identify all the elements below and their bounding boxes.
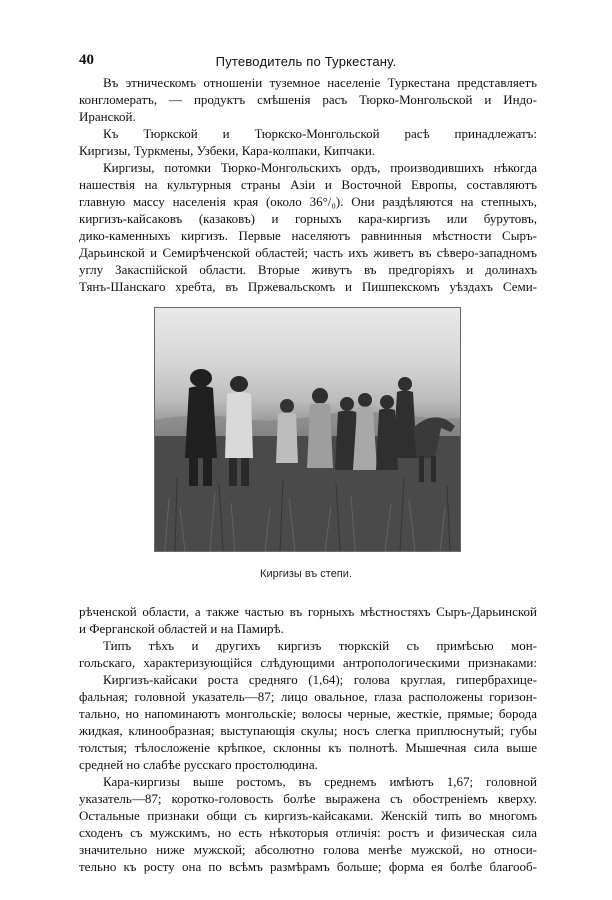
text-line: и Ферганской областей и на Памирѣ. — [79, 621, 284, 636]
text-line: Дарьинской и Семирѣченской областей; часть ихъ живетъ въ сѣверо-западномъ — [79, 245, 537, 260]
text-line: Остальные признаки общи съ киргизъ-кайсаками. Женскій типъ во многомъ — [79, 808, 537, 823]
text-line: конгломератъ, — продуктъ смѣшенія расъ Тюрко-Монгольской и Индо- — [79, 92, 537, 107]
text-line: Иранской. — [79, 109, 136, 124]
text-line: жидкая, клинообразная; выступающія скулы; носъ слегка приплюснутый; губы — [79, 723, 537, 738]
steppe-photograph — [154, 307, 461, 552]
text-line: дико-каменныхъ киргизъ. Первые населяютъ равнинныя мѣстности Сыръ- — [79, 228, 537, 243]
text-line: тально, но напоминаютъ монгольскіе; волосы черные, жесткіе, прямые; борода — [79, 706, 537, 721]
running-title: Путеводитель по Туркестану. — [215, 54, 397, 69]
text-line: главную массу населенія края (около 36°/₀). Они раздѣляются на степныхъ, — [79, 194, 537, 209]
page-number: 40 — [79, 52, 94, 68]
text-line: Къ Тюркской и Тюркско-Монгольской расѣ принадлежатъ: — [103, 126, 537, 141]
text-line: Типъ тѣхъ и другихъ киргизъ тюркскій съ примѣсью мон- — [103, 638, 537, 653]
text-line: киргизъ-кайсаковъ (казаковъ) и горныхъ кара-киргизъ или бурутовъ, — [79, 211, 537, 226]
text-line: значительно ниже мужской; абсолютно голова менѣе мужской, но относи- — [79, 842, 537, 857]
text-line: средней но слабѣе русскаго простолюдина. — [79, 757, 318, 772]
text-line: сходенъ съ мужскимъ, но есть нѣкоторыя отличія: ростъ и физическая сила — [79, 825, 537, 840]
text-line: рѣченской области, а также частью въ горныхъ мѣстностяхъ Сыръ-Дарьинской — [79, 604, 537, 619]
text-line: гольскаго, характеризующійся слѣдующими антропологическими признаками: — [79, 655, 537, 670]
text-line: углу Закаспійской области. Вторые живутъ въ предгоріяхъ и долинахъ — [79, 262, 537, 277]
text-line: Въ этническомъ отношеніи туземное населеніе Туркестана представляетъ — [103, 75, 537, 90]
text-line: фальная; головной указатель—87; лицо овальное, глаза расположены горизон- — [79, 689, 537, 704]
text-line: Киргизъ-кайсаки роста средняго (1,64); голова круглая, гипербрахице- — [103, 672, 537, 687]
text-line: тельно къ росту она по всѣмъ размѣрамъ больше; форма ея болѣе благооб- — [79, 859, 537, 874]
text-line: Киргизы, Туркмены, Узбеки, Кара-колпаки, Кипчаки. — [79, 143, 376, 158]
text-line: Тянъ-Шанскаго хребта, въ Пржевальскомъ и Пишпекскомъ уѣздахъ Семи- — [79, 279, 537, 294]
text-line: толстыя; тѣлосложеніе крѣпкое, склонны къ полнотѣ. Мышечная сила выше — [79, 740, 537, 755]
figure-caption: Киргизы въ степи. — [260, 568, 352, 580]
text-line: Кара-киргизы выше ростомъ, въ среднемъ имѣютъ 1,67; головной — [103, 774, 537, 789]
text-line: Киргизы, потомки Тюрко-Монгольскихъ ордъ, производившихъ нѣкогда — [103, 160, 537, 175]
text-line: нашествія на культурныя страны Азіи и Восточной Европы, составляютъ — [79, 177, 537, 192]
text-line: указатель—87; коротко-головость болѣе выражена съ обостреніемъ кверху. — [79, 791, 537, 806]
